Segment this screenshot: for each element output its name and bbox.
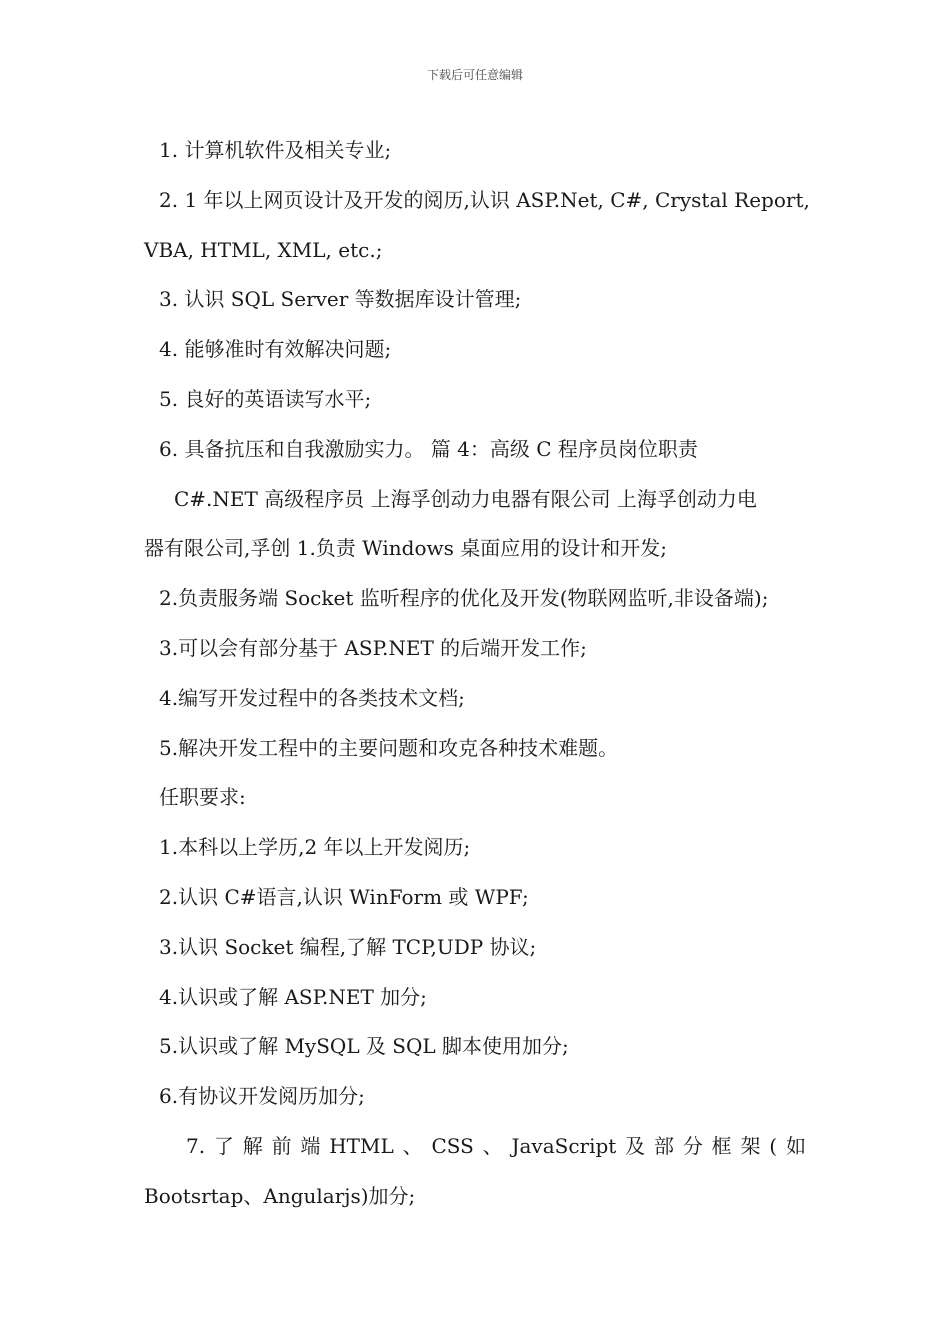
header-note: 下载后可任意编辑 — [426, 68, 523, 82]
paragraph-line: 5. 良好的英语读写水平; — [159, 386, 372, 411]
word: 了 — [213, 1133, 234, 1158]
word: 部 — [653, 1133, 674, 1158]
section-heading-line: 6. 具备抗压和自我激励实力。 篇 4：高级 C 程序员岗位职责 — [159, 436, 698, 461]
word: ( — [769, 1133, 778, 1158]
paragraph-line: 器有限公司,孚创 1.负责 Windows 桌面应用的设计和开发; — [144, 536, 667, 561]
paragraph-line: 3. 认识 SQL Server 等数据库设计管理; — [159, 287, 522, 312]
word: 及 — [625, 1133, 646, 1158]
document-body — [144, 126, 810, 1222]
word: 7. — [186, 1133, 206, 1158]
word: 分 — [682, 1133, 703, 1158]
requirements-heading: 任职要求: — [159, 785, 246, 810]
word: 如 — [785, 1133, 806, 1158]
paragraph-line: 2. 1 年以上网页设计及开发的阅历,认识 ASP.Net, C#, Crystal Report, — [159, 187, 810, 212]
paragraph-line: 3.认识 Socket 编程,了解 TCP,UDP 协议; — [159, 934, 537, 959]
word: 前 — [271, 1133, 292, 1158]
paragraph-line: 4.编写开发过程中的各类技术文档; — [159, 685, 465, 710]
paragraph-line: 4.认识或了解 ASP.NET 加分; — [159, 984, 427, 1009]
word: 架 — [740, 1133, 761, 1158]
paragraph-line: 1. 计算机软件及相关专业; — [159, 138, 392, 162]
paragraph-line: VBA, HTML, XML, etc.; — [144, 237, 383, 262]
word: 解 — [242, 1133, 263, 1158]
paragraph-line: 2.认识 C#语言,认识 WinForm 或 WPF; — [159, 884, 529, 909]
word: 、 — [402, 1133, 423, 1158]
paragraph-line: 3.可以会有部分基于 ASP.NET 的后端开发工作; — [159, 635, 587, 660]
paragraph-line: 5.解决开发工程中的主要问题和攻克各种技术难题。 — [159, 735, 619, 760]
paragraph-line: 6.有协议开发阅历加分; — [159, 1084, 365, 1109]
word: 框 — [711, 1133, 732, 1158]
paragraph-line: 4. 能够准时有效解决问题; — [159, 337, 392, 362]
paragraph-line: Bootsrtap、Angularjs)加分; — [144, 1183, 416, 1208]
paragraph-line: 1.本科以上学历,2 年以上开发阅历; — [159, 835, 471, 860]
word: HTML — [329, 1133, 394, 1158]
word: CSS — [431, 1133, 474, 1158]
paragraph-line: C#.NET 高级程序员 上海孚创动力电器有限公司 上海孚创动力电 — [174, 486, 757, 511]
word: JavaScript — [511, 1133, 617, 1158]
justified-paragraph-line — [144, 1122, 806, 1172]
word: 、 — [482, 1133, 503, 1158]
paragraph-line: 2.负责服务端 Socket 监听程序的优化及开发(物联网监听,非设备端); — [159, 586, 769, 611]
paragraph-line: 5.认识或了解 MySQL 及 SQL 脚本使用加分; — [159, 1034, 569, 1059]
word: 端 — [300, 1133, 321, 1158]
